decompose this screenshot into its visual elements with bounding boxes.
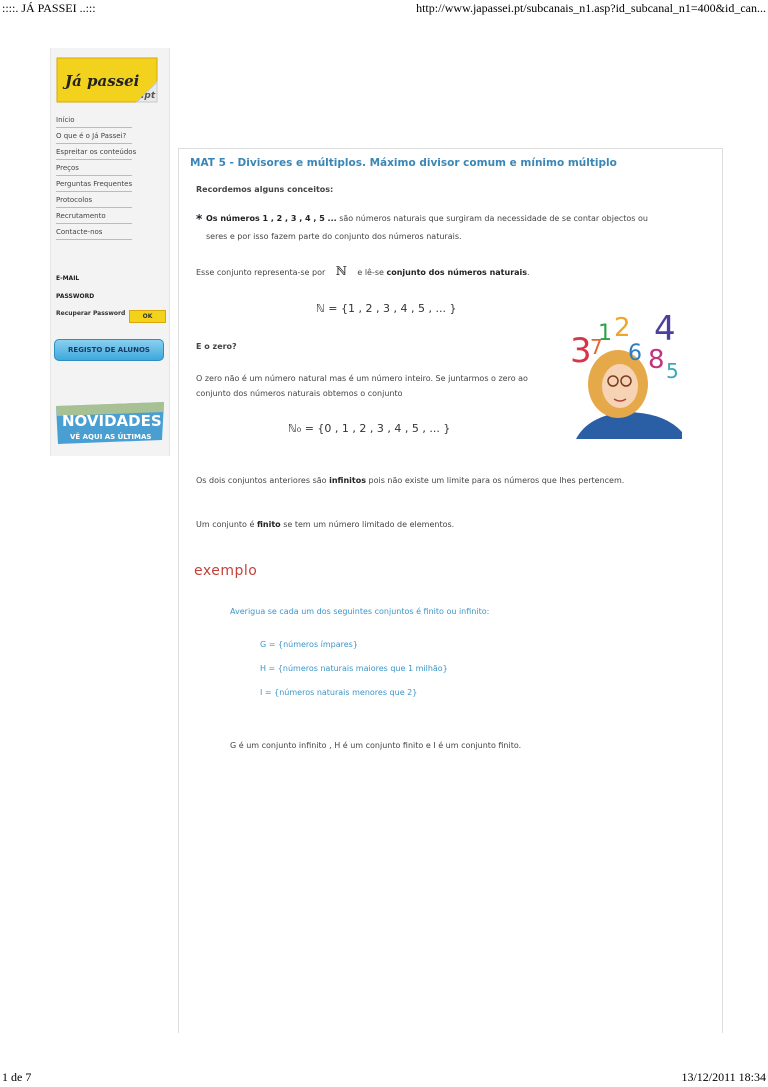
star-bullet-icon: * (196, 212, 203, 226)
password-label[interactable]: PASSWORD (56, 293, 95, 300)
svg-text:1: 1 (598, 321, 612, 346)
svg-text:4: 4 (654, 309, 676, 349)
zero-question: E o zero? (196, 342, 237, 351)
site-logo[interactable] (51, 52, 169, 108)
svg-text:Já passei: Já passei (65, 72, 140, 90)
zero-line-2: conjunto dos números naturais obtemos o conjunto (196, 389, 403, 398)
menu-item-o-que-e[interactable]: O que é o Já Passei? (56, 130, 132, 144)
natural-set-symbol: ℕ (335, 264, 347, 278)
menu-item-contacte[interactable]: Contacte-nos (56, 226, 132, 240)
svg-text:.pt: .pt (141, 91, 156, 101)
girl-with-numbers-illustration (568, 304, 688, 439)
example-conclusion: G é um conjunto infinito , H é um conjunto finito e I é um conjunto finito. (230, 741, 522, 750)
infinite-sentence: Os dois conjuntos anteriores são infinitos pois não existe um limite para os números que lhes pertencem. (196, 476, 625, 485)
print-page-number: 1 de 7 (2, 1070, 32, 1084)
exemplo-heading: exemplo (194, 563, 258, 579)
menu-item-inicio[interactable]: Início (56, 114, 132, 128)
bullet-line-1 (206, 214, 648, 223)
novidades-banner[interactable] (54, 400, 166, 446)
example-set-i: I = {números naturais menores que 2} (260, 688, 418, 697)
print-datetime: 13/12/2011 18:34 (681, 1070, 766, 1084)
registo-alunos-button[interactable]: REGISTO DE ALUNOS (54, 339, 164, 361)
page-title: MAT 5 - Divisores e múltiplos. Máximo divisor comum e mínimo múltiplo (190, 157, 617, 169)
svg-text:5: 5 (666, 359, 679, 383)
svg-text:NOVIDADES: NOVIDADES (62, 412, 162, 430)
bullet-line-2: seres e por isso fazem parte do conjunto dos números naturais. (206, 232, 462, 241)
svg-text:7: 7 (590, 335, 603, 359)
recall-text: Recordemos alguns conceitos: (196, 185, 334, 194)
print-header (0, 1, 768, 17)
left-sidebar (50, 48, 170, 456)
print-url: http://www.japassei.pt/subcanais_n1.asp?id_subcanal_n1=400&id_can... (416, 1, 766, 15)
example-set-h: H = {números naturais maiores que 1 milhão} (260, 664, 448, 673)
menu-item-protocolos[interactable]: Protocolos (56, 194, 132, 208)
numbers-list: Os números 1 , 2 , 3 , 4 , 5 ... (206, 214, 337, 223)
svg-text:6: 6 (628, 341, 642, 366)
svg-text:2: 2 (614, 313, 631, 343)
set-representation: Esse conjunto representa-se por ℕ e lê-se conjunto dos números naturais. (196, 264, 530, 278)
print-footer (0, 1070, 768, 1086)
menu-item-precos[interactable]: Preços (56, 162, 132, 176)
ok-button[interactable]: OK (129, 310, 166, 323)
menu-item-espreitar[interactable]: Espreitar os conteúdos (56, 146, 132, 160)
finite-sentence: Um conjunto é finito se tem um número limitado de elementos. (196, 520, 455, 529)
svg-text:3: 3 (570, 331, 592, 371)
svg-text:8: 8 (648, 345, 665, 375)
menu-item-perguntas[interactable]: Perguntas Frequentes (56, 178, 132, 192)
menu-item-recrutamento[interactable]: Recrutamento (56, 210, 132, 224)
login-form (56, 274, 94, 310)
example-intro: Averigua se cada um dos seguintes conjuntos é finito ou infinito: (230, 607, 490, 616)
recover-password-link[interactable]: Recuperar Password (56, 310, 126, 317)
recover-row (56, 310, 166, 321)
main-menu (56, 114, 137, 242)
zero-line-1: O zero não é um número natural mas é um número inteiro. Se juntarmos o zero ao (196, 374, 528, 383)
natural-set-formula: ℕ = {1 , 2 , 3 , 4 , 5 , ... } (316, 302, 457, 315)
natural-zero-set-formula: ℕ₀ = {0 , 1 , 2 , 3 , 4 , 5 , ... } (288, 422, 451, 435)
svg-text:VÊ AQUI AS ÚLTIMAS: VÊ AQUI AS ÚLTIMAS (70, 433, 152, 441)
print-page-title: ::::. JÁ PASSEI ..::: (2, 1, 96, 15)
email-label[interactable]: E-MAIL (56, 275, 80, 282)
example-set-g: G = {números ímpares} (260, 640, 358, 649)
bullet-line-1-text: são números naturais que surgiram da necessidade de se contar objectos ou (339, 214, 648, 223)
content-panel (178, 148, 723, 1033)
